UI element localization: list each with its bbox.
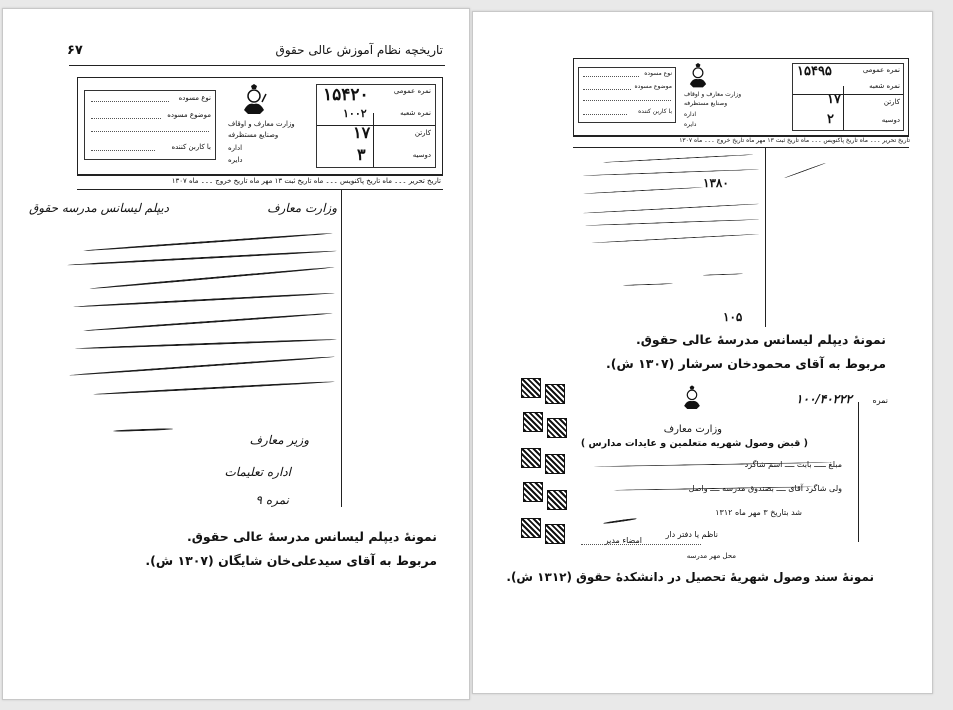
office-label: اداره: [228, 144, 243, 152]
receipt-emblem-icon: [681, 384, 703, 412]
carton-number-2: ۱۷: [827, 92, 841, 107]
handwritten-minister: وزیر معارف: [249, 433, 309, 447]
receipt-line-1: مبلغ ـــــ بابت ــــ اسم شاگرد: [744, 460, 842, 469]
caption-2: نمونهٔ سند وصول شهریهٔ تحصیل در دانشکدهٔ حقوق (۱۳۱۲ ش).: [506, 570, 874, 584]
label-dossier-2: دوسیه: [881, 116, 900, 124]
receipt-ministry: وزارت معارف: [663, 424, 722, 435]
receipt-title: ( قبض وصول شهریه متعلمین و عایدات مدارس ): [580, 438, 808, 449]
dossier-number-2: ۲: [827, 112, 834, 127]
running-head: [67, 43, 443, 63]
stamp-number: ۱۳۸۰: [703, 176, 729, 190]
caption-line-1: نمونهٔ دیپلم لیسانس مدرسهٔ عالی حقوق.: [187, 529, 437, 544]
receipt-margin: [858, 402, 859, 542]
label-draft-type-2: نوع مسوده: [644, 70, 672, 77]
handwritten-heading-right: وزارت معارف: [267, 201, 337, 215]
receipt-line-6: محل مهر مدرسه: [686, 552, 736, 560]
receipt-number: ۱۰۰/۴۰۲۲۲: [796, 392, 852, 406]
left-page: [2, 8, 470, 700]
label-carbon: با کاربن کننده: [171, 143, 211, 151]
dates-line-2: تاریخ تحریر ۔۔۔ ماه تاریخ پاکنویس ۔۔۔ ماه تاریخ ثبت ۱۳ مهر ماه تاریخ خروج ۔۔۔ ماه ۱۳۰۷: [679, 137, 910, 144]
receipt-number-label: نمره: [872, 396, 888, 405]
number-box-2: [792, 63, 904, 131]
dossier-number: ۳: [357, 145, 366, 164]
receipt-line-5: امضاء مدیر: [604, 536, 642, 545]
caption-line-2: مربوط به آقای سیدعلی‌خان شایگان (۱۳۰۷ ش).: [145, 553, 437, 568]
receipt-line-3: شد بتاریخ ۳ مهر ماه ۱۳۱۲: [715, 508, 802, 517]
receipt-line-4: ناظم یا دفتر دار: [665, 530, 718, 539]
revenue-stamps: [521, 378, 575, 550]
handwritten-number: نمره ۹: [255, 493, 289, 507]
draft-box-2: [578, 67, 676, 123]
letterhead-form: [77, 77, 443, 175]
arts-label: وصنایع مستظرفه: [228, 131, 279, 139]
header-rule: [69, 65, 445, 66]
dates-line: تاریخ تحریر ۔۔۔ ماه تاریخ پاکنویس ۔۔۔ ماه تاریخ ثبت ۱۳ مهر ماه تاریخ خروج ۔۔۔ ماه ۱۳۰۷: [171, 177, 441, 185]
office-label-2: اداره: [684, 111, 697, 118]
label-branch-number: نمره شعبه: [400, 109, 431, 117]
ministry-label: وزارت معارف و اوقاف: [228, 120, 295, 128]
running-title: تاریخچه نظام آموزش عالی حقوق: [275, 43, 443, 57]
label-branch-number-2: نمره شعبه: [869, 82, 900, 90]
handwritten-office: اداره تعلیمات: [224, 465, 291, 479]
label-carbon-2: با کاربن کننده: [638, 108, 672, 115]
footer-number: ۱۰۵: [723, 310, 743, 324]
number-box: [316, 84, 436, 168]
right-page: [472, 11, 933, 694]
caption-1-line-1: نمونهٔ دیپلم لیسانس مدرسهٔ عالی حقوق.: [636, 332, 886, 347]
label-carton: کارتن: [414, 129, 431, 137]
draft-box: [84, 90, 216, 160]
letterhead-form-2: [573, 58, 909, 136]
department-label: دایره: [228, 156, 243, 164]
label-carton-2: کارتن: [883, 98, 900, 106]
label-draft-subject: موضوع مسوده: [167, 111, 211, 119]
label-general-number-2: نمره عمومی: [862, 66, 900, 74]
page-number: ۶۷: [67, 43, 83, 58]
ministry-label-2: وزارت معارف و اوقاف: [684, 91, 742, 98]
caption-1-line-2: مربوط به آقای محمودخان سرشار (۱۳۰۷ ش).: [606, 356, 886, 371]
general-number: ۱۵۴۲۰: [323, 85, 369, 105]
handwritten-heading-left: دیپلم لیسانس مدرسه حقوق: [29, 201, 169, 215]
label-dossier: دوسیه: [412, 151, 431, 159]
label-draft-type: نوع مسوده: [178, 94, 211, 102]
department-label-2: دایره: [684, 121, 697, 128]
carton-number: ۱۷: [353, 123, 371, 142]
arts-label-2: وصنایع مستظرفه: [684, 100, 728, 107]
general-number-2: ۱۵۴۹۵: [797, 64, 832, 79]
label-draft-subject-2: موضوع مسوده: [634, 83, 672, 90]
margin-rule: [341, 189, 342, 507]
receipt-line-2: ولی شاگرد آقای ــــ بصندوق مدرسه ــــ واصل: [688, 484, 842, 493]
margin-rule-2: [765, 147, 766, 327]
lion-and-sun-emblem-icon: [240, 84, 268, 116]
lion-and-sun-emblem-icon-2: [686, 63, 710, 89]
branch-number: ۱۰۰۲: [343, 107, 367, 120]
label-general-number: نمره عمومی: [393, 87, 431, 95]
